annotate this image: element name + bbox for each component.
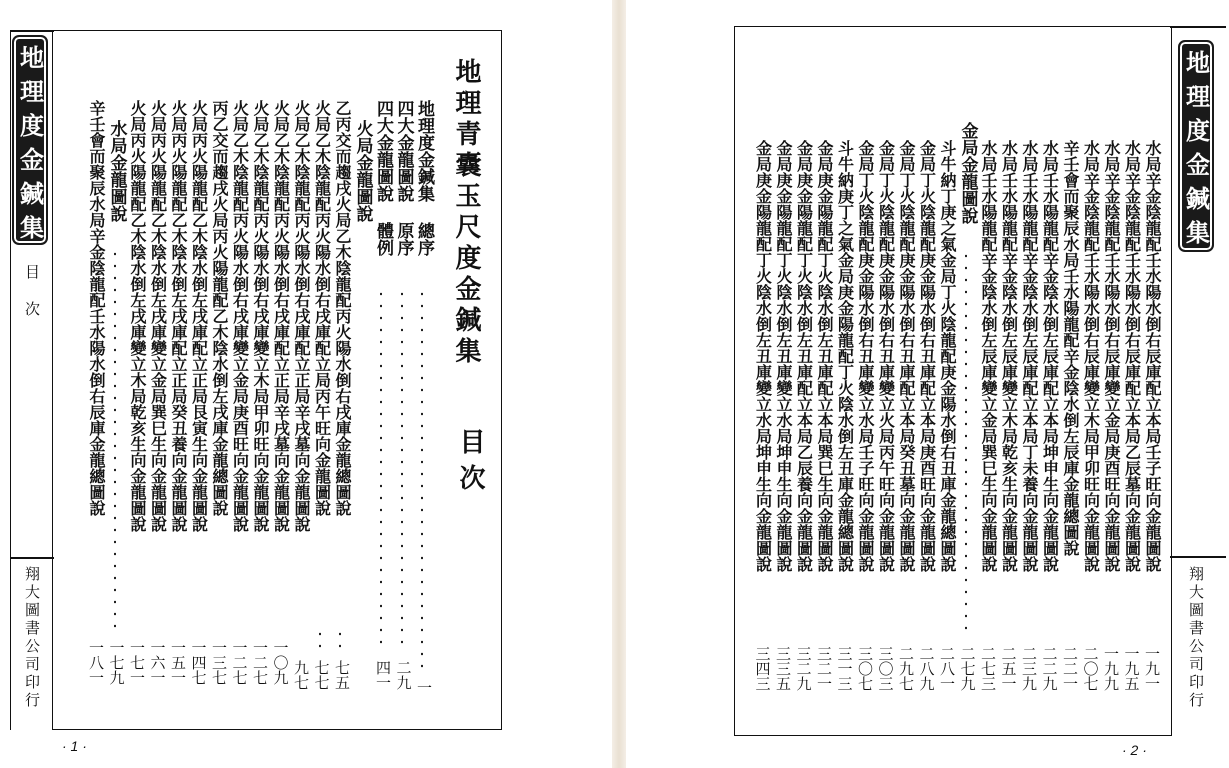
page-number-left: · 1 ·: [62, 738, 87, 754]
toc-entry: [373, 100, 393, 690]
book-title: 地理青囊玉尺度金鍼集: [451, 58, 481, 368]
toc-page-number: 七五: [333, 660, 351, 690]
toc-page-number: 一八一: [87, 640, 105, 685]
right-page: [626, 0, 1229, 768]
toc-page-number: 二七三: [979, 646, 997, 691]
toc-entry: [876, 140, 896, 691]
left-frame-side-rule: [10, 30, 11, 730]
toc-page-number: 二二九: [1040, 646, 1059, 691]
toc-entry: [209, 100, 229, 685]
left-page: [0, 0, 612, 768]
toc-entry-title: 水局壬水陽龍配辛金陰水倒左辰庫變立金局巽巳生向金龍圖說: [979, 140, 998, 572]
toc-entry: [835, 140, 855, 691]
toc-leader-dots: [114, 248, 116, 630]
toc-entry: [1101, 140, 1121, 691]
toc-entry-title: 斗牛納庚丁之氣金局庚金陽龍配丁火陰水倒左丑庫金龍總圖說: [835, 140, 855, 572]
toc-page-number: 二九七: [897, 646, 915, 691]
toc-entry-title: 火局丙火陽龍配乙木陰水倒左戌庫變立木局乾亥生向金龍圖說: [128, 100, 147, 532]
toc-entry: [1122, 140, 1142, 691]
toc-entry-title: 金局庚金陽龍配丁火陰水倒左丑庫變立水局坤申生向金龍圖說: [753, 140, 773, 572]
tab-char: 地: [1186, 48, 1210, 77]
toc-entry-title: 地理度金鍼集 總序: [414, 100, 434, 256]
toc-entry-title: 水局壬水陽龍配辛金陰水倒左辰庫變立木局乾亥生向金龍圖說: [999, 140, 1019, 572]
toc-entry-title: 金局庚金陽龍配丁火陰水倒左丑庫變立水局坤申生向金龍圖說: [774, 140, 793, 572]
toc-entry: [1081, 140, 1101, 691]
right-frame-bottom-rule: [1170, 556, 1226, 558]
left-title-tab: [12, 35, 48, 245]
toc-entry: [106, 120, 127, 685]
tab-char: 度: [20, 111, 44, 140]
tab-char: 金: [20, 145, 44, 174]
toc-entry: [189, 100, 209, 685]
toc-entry-title: 斗牛納丁庚之氣金局丁火陰龍配庚金陽水倒右丑庫金龍總圖說: [938, 140, 957, 572]
toc-entry-title: 辛壬會而聚辰水局壬水陽龍配辛金陰水倒左辰庫金龍總圖說: [1061, 140, 1080, 556]
toc-entry: [230, 100, 250, 685]
toc-entry: [127, 100, 147, 685]
toc-entry-title: 丙乙交而趨戌火局丙火陽龍配乙木陰水倒左戌庫金龍總圖說: [210, 100, 229, 516]
toc-page-number: 二〇七: [1081, 646, 1100, 691]
toc-page-number: 三一三: [835, 646, 854, 691]
toc-page-number: 二二一: [1061, 646, 1079, 691]
toc-entry: [271, 100, 291, 685]
toc-entry-title: 水局壬水陽龍配辛金陰水倒左辰庫配立本局坤申生向金龍圖說: [1040, 140, 1060, 572]
toc-entry-title: 火局乙木陰龍配丙火陽水倒右戌庫配立正局辛戌墓向金龍圖說: [271, 100, 291, 532]
toc-page-number: 一二七: [251, 640, 269, 685]
toc-entry-title: 火局丙火陽龍配乙木陰水倒左戌庫變立金局巽巳生向金龍圖說: [148, 100, 168, 532]
toc-page-number: 一九九: [1102, 646, 1120, 691]
toc-leader-dots: [339, 628, 341, 650]
toc-entry: [1060, 140, 1080, 691]
toc-entry: [999, 140, 1019, 691]
toc-leader-dots: [319, 628, 321, 650]
toc-entry: [86, 100, 106, 685]
toc-leader-dots: [216, 628, 218, 630]
toc-page-number: 一四七: [189, 640, 208, 685]
toc-page-number: 一二七: [230, 640, 249, 685]
toc-entry-title: 金局庚金陽龍配丁火陰水倒左丑庫配立本局乙辰養向金龍圖說: [794, 140, 814, 572]
toc-entry: [353, 120, 373, 222]
toc-entry-title: 火局乙木陰龍配丙火陽水倒右戌庫變立木局甲卯旺向金龍圖說: [251, 100, 270, 532]
toc-page-number: 一五一: [169, 640, 187, 685]
page-number-right: · 2 ·: [1122, 742, 1147, 758]
toc-entry-title: 火局乙木陰龍配丙火陽水倒右戌庫配立正局辛戌墓向金龍圖說: [292, 100, 311, 532]
toc-page-number: 一九五: [1122, 646, 1141, 691]
toc-page-number: 二三九: [1020, 646, 1038, 691]
toc-entry-title: 四大金龍圖說 體例: [373, 100, 393, 256]
tab-char: 理: [20, 77, 44, 106]
toc-entry: [312, 100, 332, 690]
toc-entry-title: 火局丙火陽龍配乙木陰水倒左戌庫配立正局艮寅生向金龍圖說: [189, 100, 209, 532]
toc-page-number: 七七: [312, 660, 331, 690]
section-title-contents: 目次: [455, 428, 485, 500]
tab-char: 金: [1186, 150, 1210, 179]
side-label-contents: 目次: [23, 264, 41, 338]
toc-page-number: 二八一: [938, 646, 956, 691]
toc-entry: [148, 100, 168, 685]
toc-entry: [250, 100, 270, 685]
toc-entry-title: 水局辛金陰龍配壬水陽水倒右辰庫變立木局甲卯旺向金龍圖說: [1081, 140, 1101, 572]
tab-char: 集: [20, 213, 44, 242]
toc-entry: [855, 140, 875, 691]
book-gutter: [612, 0, 626, 768]
toc-entry: [957, 122, 978, 691]
toc-entry: [794, 140, 814, 691]
toc-leader-dots: [965, 250, 967, 636]
toc-entry: [414, 100, 434, 695]
toc-entry-title: 水局辛金陰龍配壬水陽水倒右辰庫變立金局庚酉旺向金龍圖說: [1102, 140, 1121, 572]
toc-page-number: 一三七: [210, 640, 228, 685]
toc-page-number: 二九: [394, 660, 413, 690]
toc-page-number: 三四三: [753, 646, 772, 691]
publisher-imprint-right: 翔大圖書公司印行: [1187, 566, 1205, 710]
toc-page-number: 三〇七: [856, 646, 874, 691]
toc-page-number: 一六一: [148, 640, 167, 685]
toc-entry-title: 水局辛金陰龍配壬水陽水倒右辰庫配立本局乙辰墓向金龍圖說: [1122, 140, 1142, 572]
toc-entry-title: 火局乙木陰龍配丙火陽水倒右戌庫變立金局庚酉旺向金龍圖說: [230, 100, 250, 532]
toc-entry-title: 火局金龍圖說: [352, 120, 373, 222]
toc-entry-title: 水局辛金陰龍配壬水陽水倒右辰庫配立本局壬子旺向金龍圖說: [1143, 140, 1162, 572]
toc-leader-dots: [401, 288, 403, 650]
toc-entry-title: 金局丁火陰龍配庚金陽水倒右丑庫變立火局丙午旺向金龍圖說: [876, 140, 896, 572]
toc-page-number: 三二一: [815, 646, 833, 691]
right-title-tab: [1178, 40, 1214, 252]
toc-page-number: 二五一: [999, 646, 1018, 691]
toc-entry-title: 火局乙木陰龍配丙火陽水倒右戌庫配立局丙午旺向金龍圖說: [312, 100, 332, 516]
toc-page-number: 一〇九: [271, 640, 290, 685]
toc-leader-dots: [298, 648, 300, 650]
toc-leader-dots: [380, 288, 382, 650]
toc-entry-title: 水局壬水陽龍配辛金陰水倒左辰庫配立本局丁未養向金龍圖說: [1020, 140, 1039, 572]
toc-entry: [291, 100, 311, 690]
toc-page-number: 四一: [374, 660, 392, 690]
toc-entry: [773, 140, 793, 691]
tab-char: 鍼: [20, 179, 44, 208]
toc-page-number: 九七: [292, 660, 310, 690]
tab-char: 地: [20, 43, 44, 72]
tab-char: 鍼: [1186, 184, 1210, 213]
toc-entry: [753, 140, 773, 691]
toc-entry: [168, 100, 188, 685]
toc-page-number: 一: [415, 680, 433, 695]
toc-entry-title: 金局丁火陰龍配庚金陽水倒右丑庫變立水局壬子旺向金龍圖說: [856, 140, 875, 572]
toc-entry: [937, 140, 957, 691]
tab-char: 理: [1186, 82, 1210, 111]
toc-entry-title: 金局庚金陽龍配丁火陰水倒左丑庫配立本局巽巳生向金龍圖說: [815, 140, 834, 572]
toc-entry: [1019, 140, 1039, 691]
toc-entry: [393, 100, 414, 690]
toc-entry-title: 辛壬會而聚辰水局辛金陰龍配壬水陽水倒右辰庫金龍總圖說: [87, 100, 106, 516]
toc-page-number: 三三五: [774, 646, 792, 691]
toc-entry: [332, 100, 352, 690]
tab-char: 集: [1186, 218, 1210, 247]
toc-page-number: 一九一: [1143, 646, 1161, 691]
toc-leader-dots: [421, 288, 423, 670]
toc-leader-dots: [93, 628, 95, 630]
toc-entry-title: 金局丁火陰龍配庚金陽水倒右丑庫配立本局癸丑墓向金龍圖說: [897, 140, 916, 572]
toc-page-number: 三二九: [794, 646, 813, 691]
toc-entry: [917, 140, 937, 691]
toc-page-number: 三〇三: [876, 646, 895, 691]
toc-entry: [978, 140, 998, 691]
publisher-imprint-left: 翔大圖書公司印行: [23, 566, 41, 710]
toc-page-number: 一七九: [107, 640, 126, 685]
left-frame-top-rule: [10, 30, 54, 32]
toc-entry-title: 金局丁火陰龍配庚金陽水倒右丑庫配立本局庚酉旺向金龍圖說: [917, 140, 937, 572]
toc-entry-title: 四大金龍圖說 原序: [393, 100, 414, 256]
tab-char: 度: [1186, 116, 1210, 145]
toc-entry-title: 水局金龍圖說: [106, 120, 127, 222]
toc-entry: [1142, 140, 1162, 691]
left-frame-bottom-rule: [10, 557, 54, 559]
toc-page-number: 一七一: [128, 640, 146, 685]
toc-entry: [896, 140, 916, 691]
toc-entry-title: 金局金龍圖說: [957, 122, 978, 224]
toc-entry: [1040, 140, 1060, 691]
toc-entry-title: 火局丙火陽龍配乙木陰水倒左戌庫配立正局癸丑養向金龍圖說: [169, 100, 188, 532]
toc-page-number: 二七九: [958, 646, 977, 691]
toc-entry-title: 乙丙交而趨戌火局乙木陰龍配丙火陽水倒右戌庫金龍總圖說: [333, 100, 352, 516]
toc-page-number: 二八九: [917, 646, 936, 691]
toc-entry: [814, 140, 834, 691]
right-frame-top-rule: [1170, 26, 1226, 28]
